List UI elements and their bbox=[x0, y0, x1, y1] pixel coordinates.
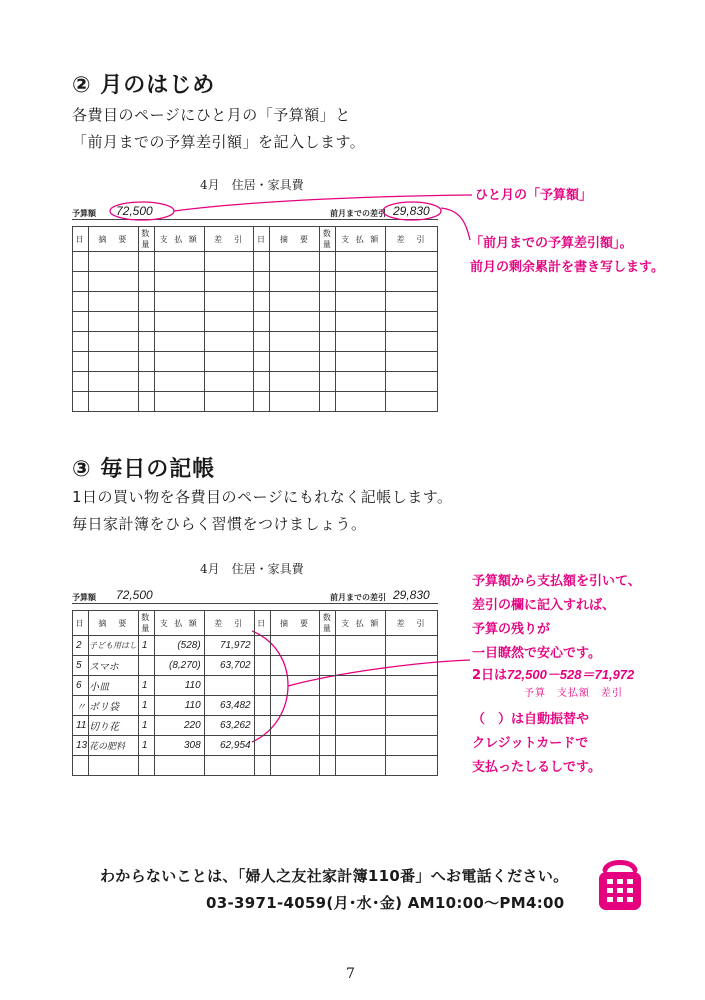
table-row bbox=[73, 736, 438, 756]
page-number: 7 bbox=[346, 966, 355, 982]
formula: 72,500－528＝71,972 bbox=[507, 667, 635, 682]
ledger-2-header-row bbox=[73, 611, 438, 636]
telephone-icon bbox=[595, 856, 645, 912]
callout-balance-line-1: 予算額から支払額を引いて、 bbox=[472, 574, 641, 589]
section-2-line-1: 各費目のページにひと月の「予算額」と bbox=[72, 106, 351, 124]
col-amount: 支 払 額 bbox=[336, 227, 386, 252]
cell-balance: 63,482 bbox=[204, 696, 254, 716]
callout-carry bbox=[470, 232, 664, 280]
ledger-2-heading: 4月 住居・家具費 bbox=[200, 562, 304, 576]
cell-balance: 62,954 bbox=[204, 736, 254, 756]
table-row bbox=[73, 756, 438, 776]
callout-formula bbox=[472, 666, 634, 685]
cell-amount: (8,270) bbox=[154, 656, 204, 676]
footer-line-1: わからないことは、「婦人之友社家計簿110番」へお電話ください。 bbox=[100, 867, 569, 885]
callout-note-line-2: クレジットカードで bbox=[472, 736, 589, 751]
budget-circle bbox=[110, 202, 174, 220]
callout-balance-line-4: 一目瞭然で安心です。 bbox=[472, 646, 601, 661]
cell-qty bbox=[138, 656, 154, 676]
table-row bbox=[73, 676, 438, 696]
cell-amount: 308 bbox=[154, 736, 204, 756]
col-balance: 差 引 bbox=[386, 227, 438, 252]
ledger-1-heading: 4月 住居・家具費 bbox=[200, 178, 304, 192]
cell-qty: 1 bbox=[138, 736, 154, 756]
ledger-2-rule bbox=[72, 603, 438, 604]
ledger-1-budget-label: 予算額 bbox=[72, 209, 96, 218]
ledger-2-budget-value: 72,500 bbox=[116, 588, 153, 602]
section-3-text bbox=[72, 484, 453, 538]
cell-balance: 63,262 bbox=[204, 716, 254, 736]
section-2-title: ② 月のはじめ bbox=[72, 73, 216, 98]
callout-balance-line-3: 予算の残りが bbox=[472, 622, 551, 637]
callout-budget: ひと月の「予算額」 bbox=[475, 188, 593, 203]
cell-item: スマホ bbox=[88, 656, 138, 676]
table-row bbox=[73, 696, 438, 716]
section-3-line-1: 1日の買い物を各費目のページにもれなく記帳します。 bbox=[72, 488, 453, 506]
ledger-1-carry-label: 前月までの差引 bbox=[330, 209, 386, 218]
cell-amount: 220 bbox=[154, 716, 204, 736]
cell-item: 花の肥料 bbox=[88, 736, 138, 756]
col-day: 日 bbox=[254, 611, 270, 636]
table-row bbox=[73, 636, 438, 656]
col-item: 摘 要 bbox=[88, 227, 138, 252]
table-row bbox=[73, 656, 438, 676]
section-2-line-2: 「前月までの予算差引額」を記入します。 bbox=[72, 133, 366, 151]
formula-labels: 予算 支払額 差引 bbox=[524, 688, 623, 699]
callout-note-line-3: 支払ったしるしです。 bbox=[472, 760, 601, 775]
cell-balance bbox=[204, 676, 254, 696]
callout-note-line-1: （ ）は自動振替や bbox=[472, 712, 590, 727]
col-balance: 差 引 bbox=[204, 611, 254, 636]
cell-amount: 110 bbox=[154, 696, 204, 716]
cell-day: 5 bbox=[73, 656, 89, 676]
col-qty: 数量 bbox=[320, 227, 336, 252]
ledger-1-budget-value: 72,500 bbox=[116, 204, 153, 218]
callout-note bbox=[472, 708, 601, 780]
cell-qty: 1 bbox=[138, 676, 154, 696]
col-amount: 支 払 額 bbox=[154, 611, 204, 636]
callout-carry-line-2: 前月の剰余累計を書き写します。 bbox=[470, 260, 664, 275]
cell-item: 切り花 bbox=[88, 716, 138, 736]
cell-qty: 1 bbox=[138, 696, 154, 716]
cell-item: 子ども用はし bbox=[88, 636, 138, 656]
col-day: 日 bbox=[254, 227, 270, 252]
cell-qty: 1 bbox=[138, 716, 154, 736]
footer-line-2: 03-3971-4059(月･水･金) AM10:00～PM4:00 bbox=[206, 894, 565, 912]
ledger-2-budget-label: 予算額 bbox=[72, 593, 96, 602]
section-3-title: ③ 毎日の記帳 bbox=[72, 457, 216, 482]
callout-carry-line-1: 「前月までの予算差引額」。 bbox=[470, 236, 633, 251]
cell-item: ポリ袋 bbox=[88, 696, 138, 716]
cell-amount: (528) bbox=[154, 636, 204, 656]
col-balance: 差 引 bbox=[204, 227, 254, 252]
col-qty: 数量 bbox=[138, 611, 154, 636]
callout-balance bbox=[472, 570, 641, 666]
cell-balance: 63,702 bbox=[204, 656, 254, 676]
cell-day: 6 bbox=[73, 676, 89, 696]
col-day: 日 bbox=[73, 227, 89, 252]
carry-circle bbox=[383, 202, 441, 220]
ledger-1-carry-value: 29,830 bbox=[393, 204, 430, 218]
col-item: 摘 要 bbox=[88, 611, 138, 636]
col-qty: 数量 bbox=[320, 611, 336, 636]
ledger-2-table bbox=[72, 610, 438, 776]
col-item: 摘 要 bbox=[270, 227, 320, 252]
col-amount: 支 払 額 bbox=[154, 227, 204, 252]
callout-balance-line-2: 差引の欄に記入すれば、 bbox=[472, 598, 616, 613]
cell-day: 〃 bbox=[73, 696, 89, 716]
ledger-2-carry-value: 29,830 bbox=[393, 588, 430, 602]
section-3-line-2: 毎日家計簿をひらく習慣をつけましょう。 bbox=[72, 515, 367, 533]
formula-prefix: 2日は bbox=[472, 668, 508, 683]
table-row bbox=[73, 716, 438, 736]
cell-item: 小皿 bbox=[88, 676, 138, 696]
carry-pointer bbox=[441, 208, 470, 240]
ledger-2-carry-label: 前月までの差引 bbox=[330, 593, 386, 602]
cell-day: 2 bbox=[73, 636, 89, 656]
col-day: 日 bbox=[73, 611, 89, 636]
cell-balance: 71,972 bbox=[204, 636, 254, 656]
cell-day: 13 bbox=[73, 736, 89, 756]
col-balance: 差 引 bbox=[386, 611, 438, 636]
cell-qty: 1 bbox=[138, 636, 154, 656]
cell-day: 11 bbox=[73, 716, 89, 736]
col-item: 摘 要 bbox=[270, 611, 320, 636]
col-amount: 支 払 額 bbox=[336, 611, 386, 636]
cell-amount: 110 bbox=[154, 676, 204, 696]
col-qty: 数量 bbox=[138, 227, 154, 252]
